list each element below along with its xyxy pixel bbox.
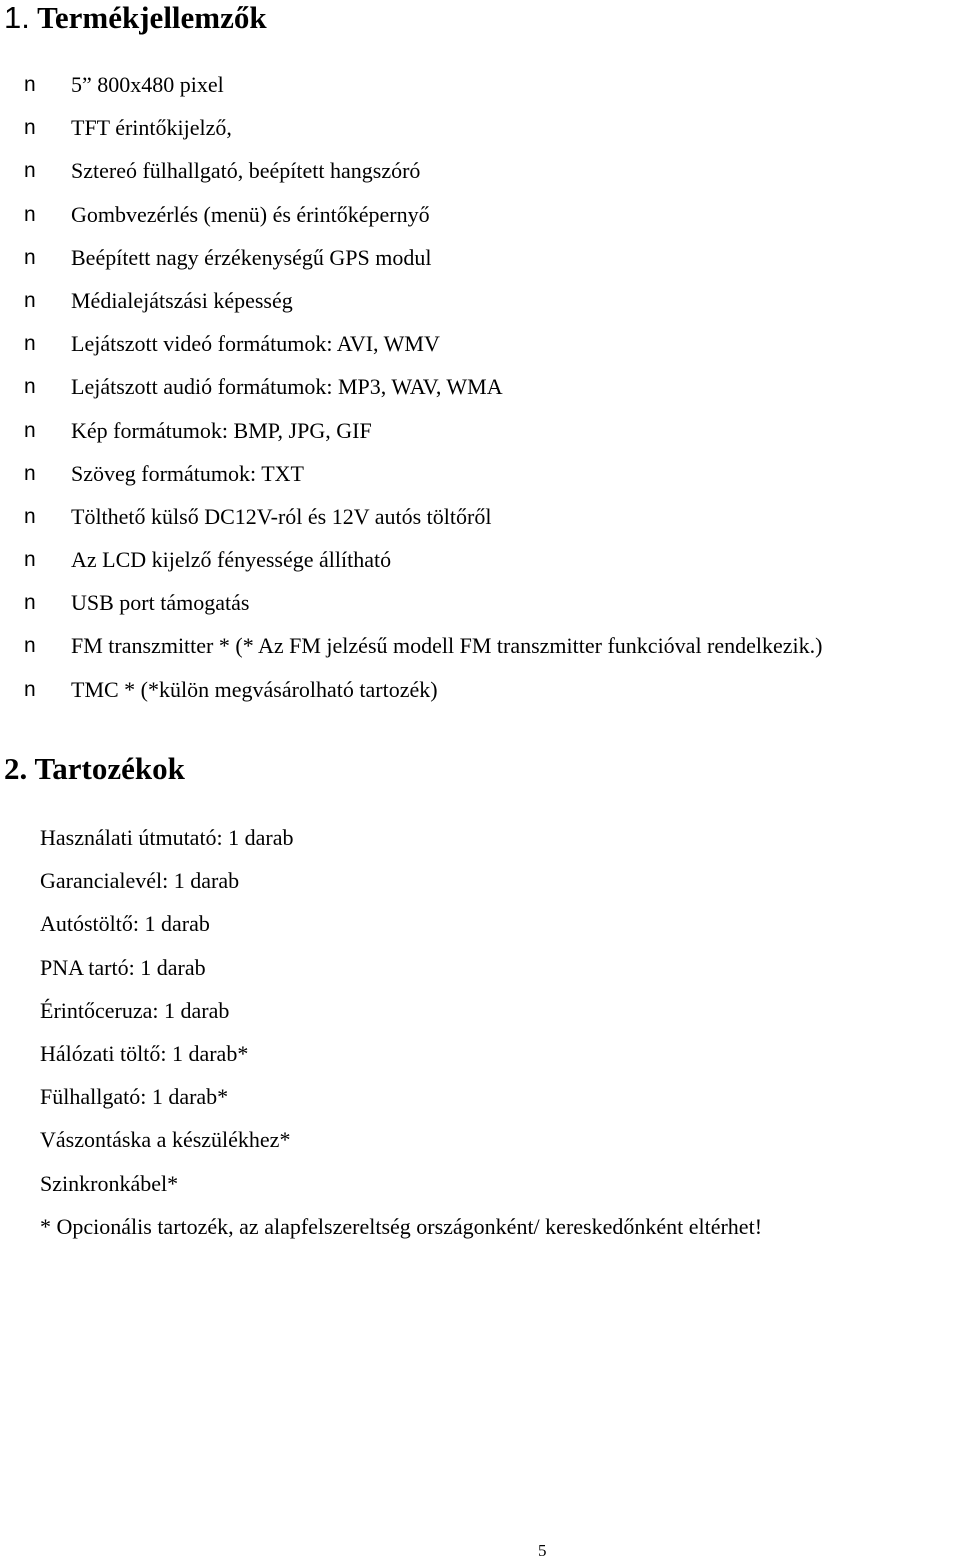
bullet-icon: n xyxy=(24,245,36,269)
bullet-icon: n xyxy=(24,73,36,96)
feature-text: TMC * (*külön megvásárolható tartozék) xyxy=(71,676,438,702)
accessory-item: PNA tartó: 1 darab xyxy=(40,954,206,980)
bullet-icon: n xyxy=(24,591,36,615)
feature-text: 5” 800x480 pixel xyxy=(71,72,224,97)
bullet-icon: n xyxy=(24,116,36,140)
feature-text: Az LCD kijelző fényessége állítható xyxy=(71,547,392,573)
bullet-icon: n xyxy=(24,375,36,399)
accessory-item: * Opcionális tartozék, az alapfelszereltség országonként/ kereskedőnként eltérhet! xyxy=(40,1213,763,1239)
page-number: 5 xyxy=(538,1541,547,1560)
section-number: 1. xyxy=(4,0,30,35)
feature-text: Beépített nagy érzékenységű GPS modul xyxy=(71,244,432,270)
accessory-item: Fülhallgató: 1 darab* xyxy=(40,1084,229,1110)
bullet-icon: n xyxy=(24,461,36,485)
feature-text: Lejátszott videó formátumok: AVI, WMV xyxy=(71,331,440,357)
feature-text: Lejátszott audió formátumok: MP3, WAV, WMA xyxy=(71,374,503,400)
section-title: Tartozékok xyxy=(34,751,185,786)
section-title: Termékjellemzők xyxy=(37,0,267,35)
accessories-list xyxy=(40,816,762,1248)
accessory-item: Használati útmutató: 1 darab xyxy=(40,825,294,850)
bullet-icon: n xyxy=(24,634,36,658)
accessory-item: Garancialevél: 1 darab xyxy=(40,868,240,894)
feature-text: Kép formátumok: BMP, JPG, GIF xyxy=(71,417,372,443)
accessory-item: Vászontáska a készülékhez* xyxy=(40,1127,291,1153)
accessory-item: Szinkronkábel* xyxy=(40,1170,179,1196)
bullet-icon: n xyxy=(24,548,36,572)
feature-text: Gombvezérlés (menü) és érintőképernyő xyxy=(71,201,430,227)
bullet-icon: n xyxy=(24,418,36,442)
bullet-icon: n xyxy=(24,288,36,312)
bullet-icon: n xyxy=(24,677,36,701)
accessory-item: Érintőceruza: 1 darab xyxy=(40,997,230,1023)
feature-text: FM transzmitter * (* Az FM jelzésű modell FM transzmitter funkcióval rendelkezik.) xyxy=(71,633,823,659)
bullet-icon: n xyxy=(24,159,36,183)
section-heading-features xyxy=(4,0,267,36)
section-heading-accessories xyxy=(4,751,185,787)
accessory-item: Autóstöltő: 1 darab xyxy=(40,911,210,937)
feature-text: Szöveg formátumok: TXT xyxy=(71,460,304,486)
feature-text: Médialejátszási képesség xyxy=(71,287,293,313)
feature-text: TFT érintőkijelző, xyxy=(71,115,232,141)
feature-text: USB port támogatás xyxy=(71,590,250,616)
feature-text: Sztereó fülhallgató, beépített hangszóró xyxy=(71,158,421,184)
bullet-icon: n xyxy=(24,504,36,528)
bullet-icon: n xyxy=(24,202,36,226)
bullet-icon: n xyxy=(24,332,36,356)
accessory-item: Hálózati töltő: 1 darab* xyxy=(40,1040,249,1066)
feature-text: Tölthető külső DC12V-ról és 12V autós töltőről xyxy=(71,503,492,529)
section-number: 2. xyxy=(4,751,28,786)
